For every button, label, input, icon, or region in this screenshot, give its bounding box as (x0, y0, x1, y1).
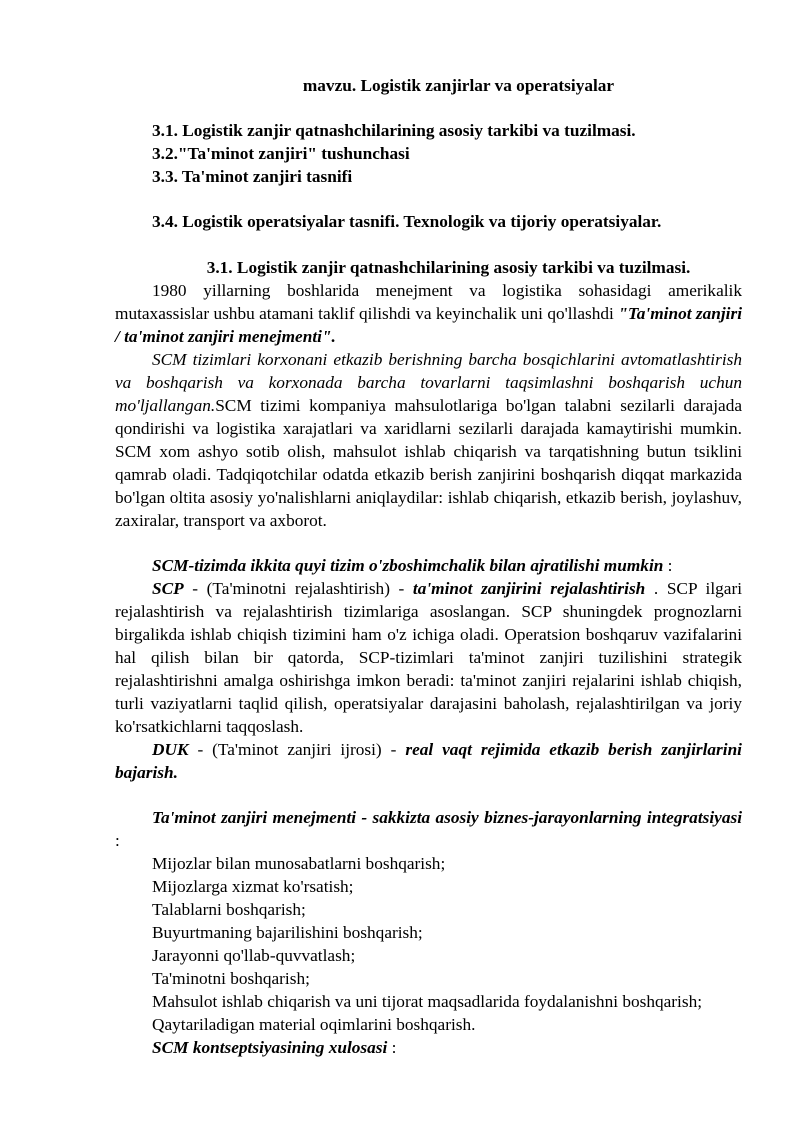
list-item: Talablarni boshqarish; (152, 900, 306, 919)
table-of-contents (115, 119, 742, 233)
paragraph-duk: DUK - (Ta'minot zanjiri ijrosi) - real vaqt rejimida etkazib berish zanjirlarini bajarish. (115, 740, 742, 782)
toc-item: 3.4. Logistik operatsiyalar tasnifi. Texnologik va tijoriy operatsiyalar. (152, 212, 662, 231)
paragraph-conclusion: SCM kontseptsiyasining xulosasi : (152, 1038, 397, 1057)
list-item: Jarayonni qo'llab-quvvatlash; (152, 946, 356, 965)
process-list (115, 852, 742, 1036)
list-item: Mijozlar bilan munosabatlarni boshqarish; (152, 854, 446, 873)
paragraph-intro: 1980 yillarning boshlarida menejment va logistika sohasidagi amerikalik mutaxassislar ushbu atamani taklif qilishdi va keyinchalik uni qo'llashdi "Ta'minot zanjiri / ta'minot zanjiri menejmenti". (115, 281, 742, 346)
paragraph-scp: SCP - (Ta'minotni rejalashtirish) - ta'minot zanjirini rejalashtirish . SCP ilgari rejalashtirish va rejalashtirish tizimlariga asoslangan. SCP shuningdek prognozlarni birgalikda ishlab chiqish tizimini ham o'z ichiga oladi. Operatsion boshqaruv vazifalarini hal qilish bilan bir qatorda, SCP-tizimlari ta'minot zanjiri tuzilishini strategik rejalashtirishni amalga oshirishga imkon beradi: ta'minot zanjiri rejalarini ishlab chiqish, turli vaziyatlarni taqlid qilish, operatsiyalar darajasini baholash, rejalashtirilgan va joriy ko'rsatkichlarni taqqoslash. (115, 579, 743, 736)
paragraph-scm-integration: Ta'minot zanjiri menejmenti - sakkizta asosiy biznes-jarayonlarning integratsiyasi : (115, 808, 742, 850)
toc-item: 3.1. Logistik zanjir qatnashchilarining asosiy tarkibi va tuzilmasi. (152, 121, 636, 140)
toc-item: 3.2."Ta'minot zanjiri" tushunchasi (152, 144, 410, 163)
paragraph-subsystems: SCM-tizimda ikkita quyi tizim o'zboshimchalik bilan ajratilishi mumkin : (152, 556, 673, 575)
list-item: Mijozlarga xizmat ko'rsatish; (152, 877, 354, 896)
list-item: Ta'minotni boshqarish; (152, 969, 310, 988)
document-title: mavzu. Logistik zanjirlar va operatsiyalar (302, 76, 615, 95)
toc-item: 3.3. Ta'minot zanjiri tasnifi (152, 167, 353, 186)
document-page (115, 74, 742, 1059)
paragraph-scm-definition: SCM tizimlari korxonani etkazib berishning barcha bosqichlarini avtomatlashtirish va boshqarish va korxonada barcha tovarlarni taqsimlashni boshqarish uchun mo'ljallangan.SCM tizimi kompaniya mahsulotlariga bo'lgan talabni sezilarli darajada qondirishi va logistika xarajatlari va xaridlarni sezilarli darajada kamaytirishi mumkin. SCM xom ashyo sotib olish, mahsulot ishlab chiqarish va tarqatishning butun tsiklini qamrab oladi. Tadqiqotchilar odatda etkazib berish zanjirini boshqarish diqqat markazida bo'lgan oltita asosiy yo'nalishlarni aniqlaydilar: ishlab chiqarish, etkazib berish, joylashuv, zaxiralar, transport va axborot. (115, 350, 742, 530)
list-item: Mahsulot ishlab chiqarish va uni tijorat maqsadlarida foydalanishni boshqarish; (152, 992, 703, 1011)
list-item: Buyurtmaning bajarilishini boshqarish; (152, 923, 423, 942)
section-heading: 3.1. Logistik zanjir qatnashchilarining asosiy tarkibi va tuzilmasi. (206, 258, 691, 277)
list-item: Qaytariladigan material oqimlarini boshqarish. (152, 1015, 476, 1034)
